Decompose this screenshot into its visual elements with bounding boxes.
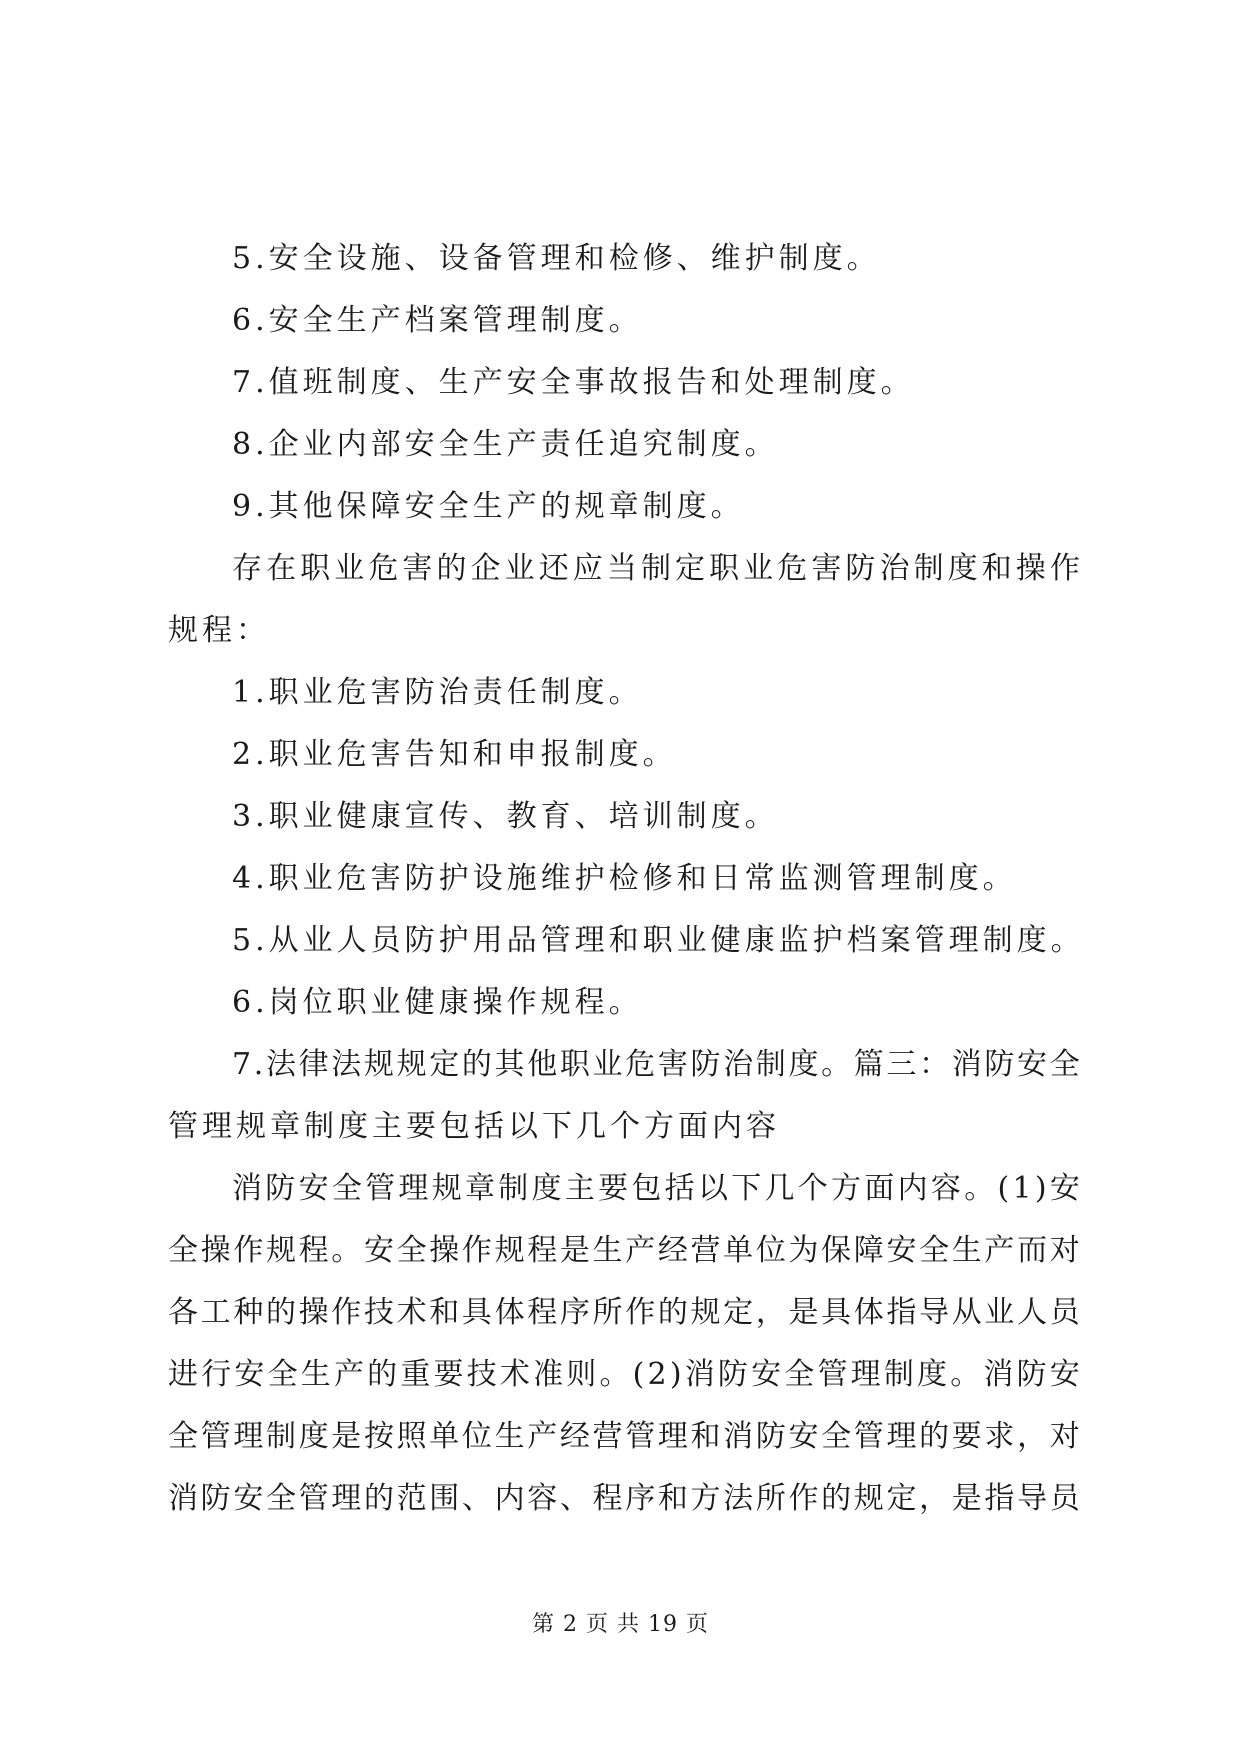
text-line: 1.职业危害防治责任制度。 (232, 675, 643, 710)
text-line: 消 防 安 全 管 理 规 章 制 度 主 要 包 括 以 下 几 个 方 面 内 容 。 ( 1 ) 安 (232, 1171, 1080, 1206)
text-line: 规程： (168, 613, 270, 648)
text-line: 全 操 作 规 程 。 安 全 操 作 规 程 是 生 产 经 营 单 位 为 保 障 安 全 生 产 而 对 (168, 1233, 1080, 1268)
text-line: 5.从业人员防护用品管理和职业健康监护档案管理制度。 (232, 923, 1085, 958)
text-line: 2.职业危害告知和申报制度。 (232, 737, 677, 772)
text-line: 管理规章制度主要包括以下几个方面内容 (168, 1109, 780, 1144)
text-line: 3.职业健康宣传、教育、培训制度。 (232, 799, 779, 834)
text-line: 8.企业内部安全生产责任追究制度。 (232, 427, 779, 462)
text-line: 7 . 法 律 法 规 规 定 的 其 他 职 业 危 害 防 治 制 度 。 篇 三 ： 消 防 安 全 (232, 1047, 1080, 1082)
page-footer: 第 2 页 共 19 页 (532, 1612, 709, 1637)
text-line: 6.岗位职业健康操作规程。 (232, 985, 643, 1020)
text-line: 全 管 理 制 度 是 按 照 单 位 生 产 经 营 管 理 和 消 防 安 全 管 理 的 要 求 ， 对 (168, 1419, 1080, 1454)
text-line: 消 防 安 全 管 理 的 范 围 、 内 容 、 程 序 和 方 法 所 作 的 规 定 ， 是 指 导 员 (168, 1481, 1080, 1516)
text-line: 进 行 安 全 生 产 的 重 要 技 术 准 则 。 ( 2 ) 消 防 安 全 管 理 制 度 。 消 防 安 (168, 1357, 1080, 1392)
text-line: 存 在 职 业 危 害 的 企 业 还 应 当 制 定 职 业 危 害 防 治 制 度 和 操 作 (232, 551, 1080, 586)
text-line: 4.职业危害防护设施维护检修和日常监测管理制度。 (232, 861, 1017, 896)
text-line: 5.安全设施、设备管理和检修、维护制度。 (232, 241, 881, 276)
text-line: 9.其他保障安全生产的规章制度。 (232, 489, 745, 524)
text-line: 6.安全生产档案管理制度。 (232, 303, 643, 338)
text-line: 各 工 种 的 操 作 技 术 和 具 体 程 序 所 作 的 规 定 ， 是 具 体 指 导 从 业 人 员 (168, 1295, 1080, 1330)
document-body (168, 228, 1085, 1530)
text-line: 7.值班制度、生产安全事故报告和处理制度。 (232, 365, 915, 400)
